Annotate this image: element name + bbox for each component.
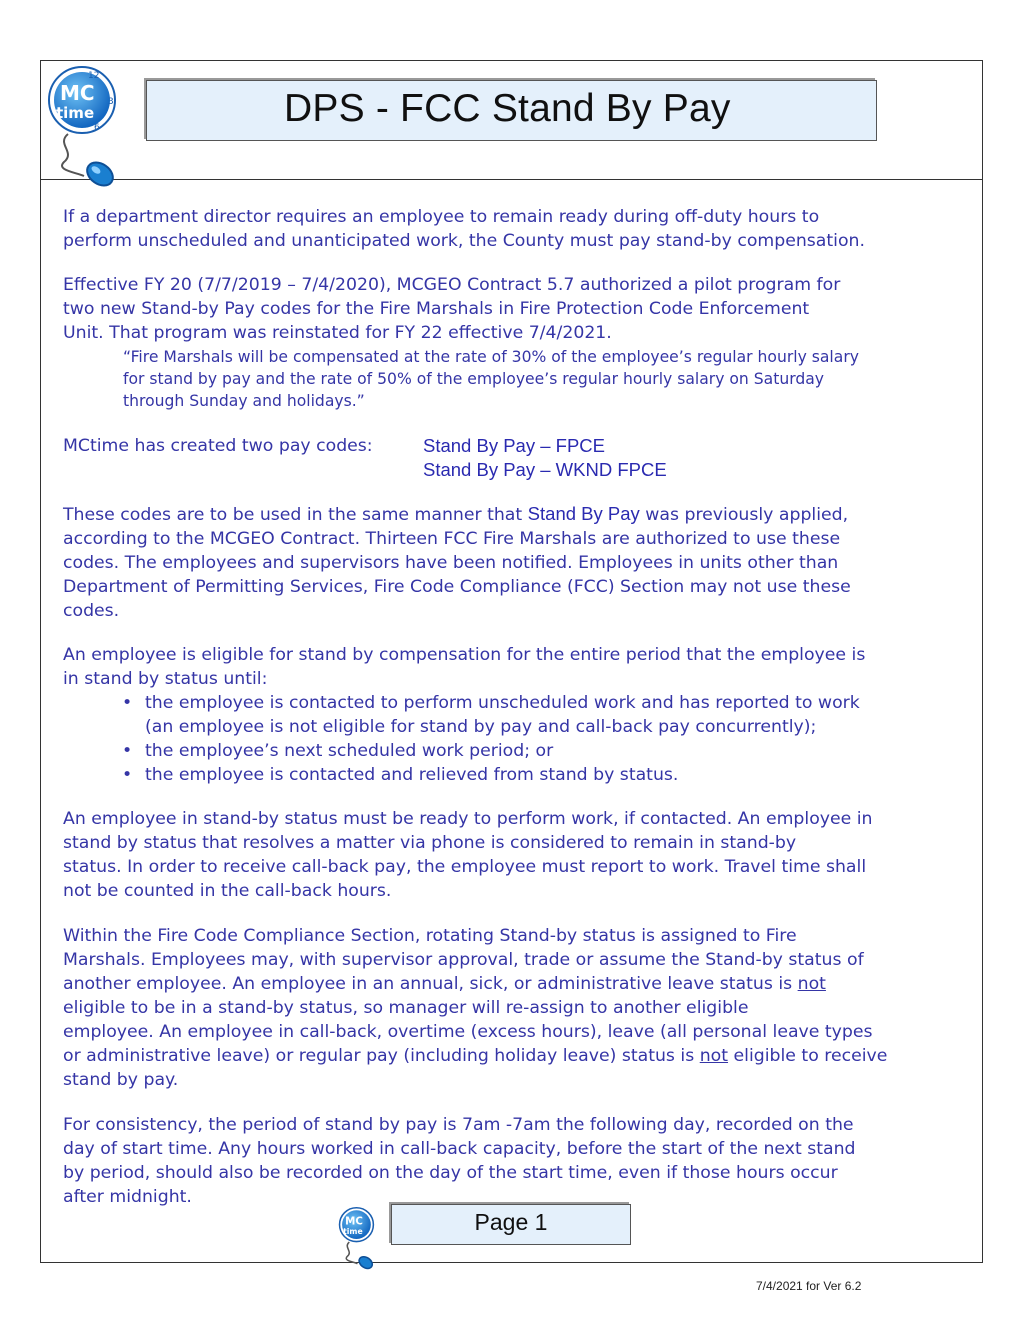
eligibility-list <box>118 691 860 787</box>
version-footer: 7/4/2021 for Ver 6.2 <box>756 1279 862 1293</box>
text-line: stand by status that resolves a matter via phone is considered to remain in stand-by <box>63 833 797 853</box>
page-title: DPS - FCC Stand By Pay <box>284 87 731 130</box>
text-line: These codes are to be used in the same manner that <box>63 505 528 525</box>
text-line: codes. <box>63 601 120 621</box>
paragraph-usage <box>63 502 851 623</box>
text-line: or administrative leave) or regular pay (including holiday leave) status is <box>63 1046 700 1066</box>
svg-text:12: 12 <box>88 71 100 81</box>
text-line: day of start time. Any hours worked in call-back capacity, before the start of the next stand <box>63 1139 856 1159</box>
text-line: was previously applied, <box>639 505 849 525</box>
text-line: codes. The employees and supervisors have been notified. Employees in units other than <box>63 553 839 573</box>
bullet-icon: • <box>122 741 133 761</box>
stand-by-pay-code: Stand By Pay <box>527 503 640 524</box>
text-line: the employee is contacted to perform unscheduled work and has reported to work <box>145 693 860 713</box>
text-line: eligible to be in a stand-by status, so manager will re-assign to another eligible <box>63 998 749 1018</box>
logo-text-mc: MC <box>60 81 95 105</box>
page-indicator <box>391 1204 631 1245</box>
text-line: Within the Fire Code Compliance Section, rotating Stand-by status is assigned to Fire <box>63 926 797 946</box>
bullet-icon: • <box>122 693 133 713</box>
text-line: perform unscheduled and unanticipated work, the County must pay stand-by compensation. <box>63 231 865 251</box>
text-line: For consistency, the period of stand by pay is 7am -7am the following day, recorded on the <box>63 1115 854 1135</box>
paragraph-rotation <box>63 924 887 1092</box>
text-line: Effective FY 20 (7/7/2019 – 7/4/2020), MCGEO Contract 5.7 authorized a pilot program for <box>63 275 841 295</box>
logo-text-time: time <box>343 1226 363 1236</box>
text-line: according to the MCGEO Contract. Thirteen FCC Fire Marshals are authorized to use these <box>63 529 841 549</box>
text-line: for stand by pay and the rate of 50% of the employee’s regular hourly salary on Saturday <box>123 370 825 388</box>
title-box <box>146 80 877 141</box>
text-line: after midnight. <box>63 1187 192 1207</box>
text-line: another employee. An employee in an annual, sick, or administrative leave status is <box>63 974 798 994</box>
mctime-logo-small <box>338 1206 378 1272</box>
svg-text:3: 3 <box>108 97 114 107</box>
emphasis-not: not <box>797 974 826 994</box>
text-line: stand by pay. <box>63 1070 179 1090</box>
text-line: the employee is contacted and relieved from stand by status. <box>145 765 679 785</box>
emphasis-not: not <box>699 1046 729 1066</box>
text-line: Marshals. Employees may, with supervisor approval, trade or assume the Stand-by status of <box>63 950 864 970</box>
text-line: “Fire Marshals will be compensated at the rate of 30% of the employee’s regular hourly salary <box>123 348 859 366</box>
text-line: An employee is eligible for stand by compensation for the entire period that the employee is <box>63 645 866 665</box>
logo-text-time: time <box>56 104 95 122</box>
list-item <box>118 763 860 787</box>
text-line: eligible to receive <box>728 1046 888 1066</box>
text-line: An employee in stand-by status must be ready to perform work, if contacted. An employee in <box>63 809 873 829</box>
text-line: If a department director requires an employee to remain ready during off-duty hours to <box>63 207 820 227</box>
list-item <box>118 691 860 739</box>
text-line: the employee’s next scheduled work period; or <box>145 741 554 761</box>
paragraph-standby-status <box>63 807 873 903</box>
text-line: employee. An employee in call-back, overtime (excess hours), leave (all personal leave types <box>63 1022 873 1042</box>
bullet-icon: • <box>122 765 133 785</box>
paragraph-consistency <box>63 1113 856 1209</box>
header-divider <box>40 179 983 180</box>
svg-text:6: 6 <box>94 123 100 133</box>
page-number-label: Page 1 <box>474 1209 548 1235</box>
mctime-logo <box>46 64 124 192</box>
text-line: two new Stand-by Pay codes for the Fire Marshals in Fire Protection Code Enforcement <box>63 299 810 319</box>
text-line: status. In order to receive call-back pay, the employee must report to work. Travel time shall <box>63 857 867 877</box>
pay-codes-intro: MCtime has created two pay codes: <box>63 436 373 456</box>
paragraph-effective <box>63 273 840 345</box>
text-line: Department of Permitting Services, Fire Code Compliance (FCC) Section may not use these <box>63 577 851 597</box>
contract-quote <box>123 346 859 412</box>
pay-code-wknd-fpce: Stand By Pay – WKND FPCE <box>423 459 667 480</box>
paragraph-eligibility <box>63 643 865 691</box>
text-line: through Sunday and holidays.” <box>123 392 365 410</box>
text-line: (an employee is not eligible for stand by pay and call-back pay concurrently); <box>145 717 817 737</box>
logo-text-mc: MC <box>345 1215 363 1228</box>
pay-code-fpce: Stand By Pay – FPCE <box>423 435 606 456</box>
text-line: by period, should also be recorded on the day of the start time, even if those hours occur <box>63 1163 838 1183</box>
text-line: Unit. That program was reinstated for FY 22 effective 7/4/2021. <box>63 323 612 343</box>
paragraph-intro <box>63 205 865 253</box>
text-line: in stand by status until: <box>63 669 268 689</box>
list-item <box>118 739 860 763</box>
text-line: not be counted in the call-back hours. <box>63 881 392 901</box>
